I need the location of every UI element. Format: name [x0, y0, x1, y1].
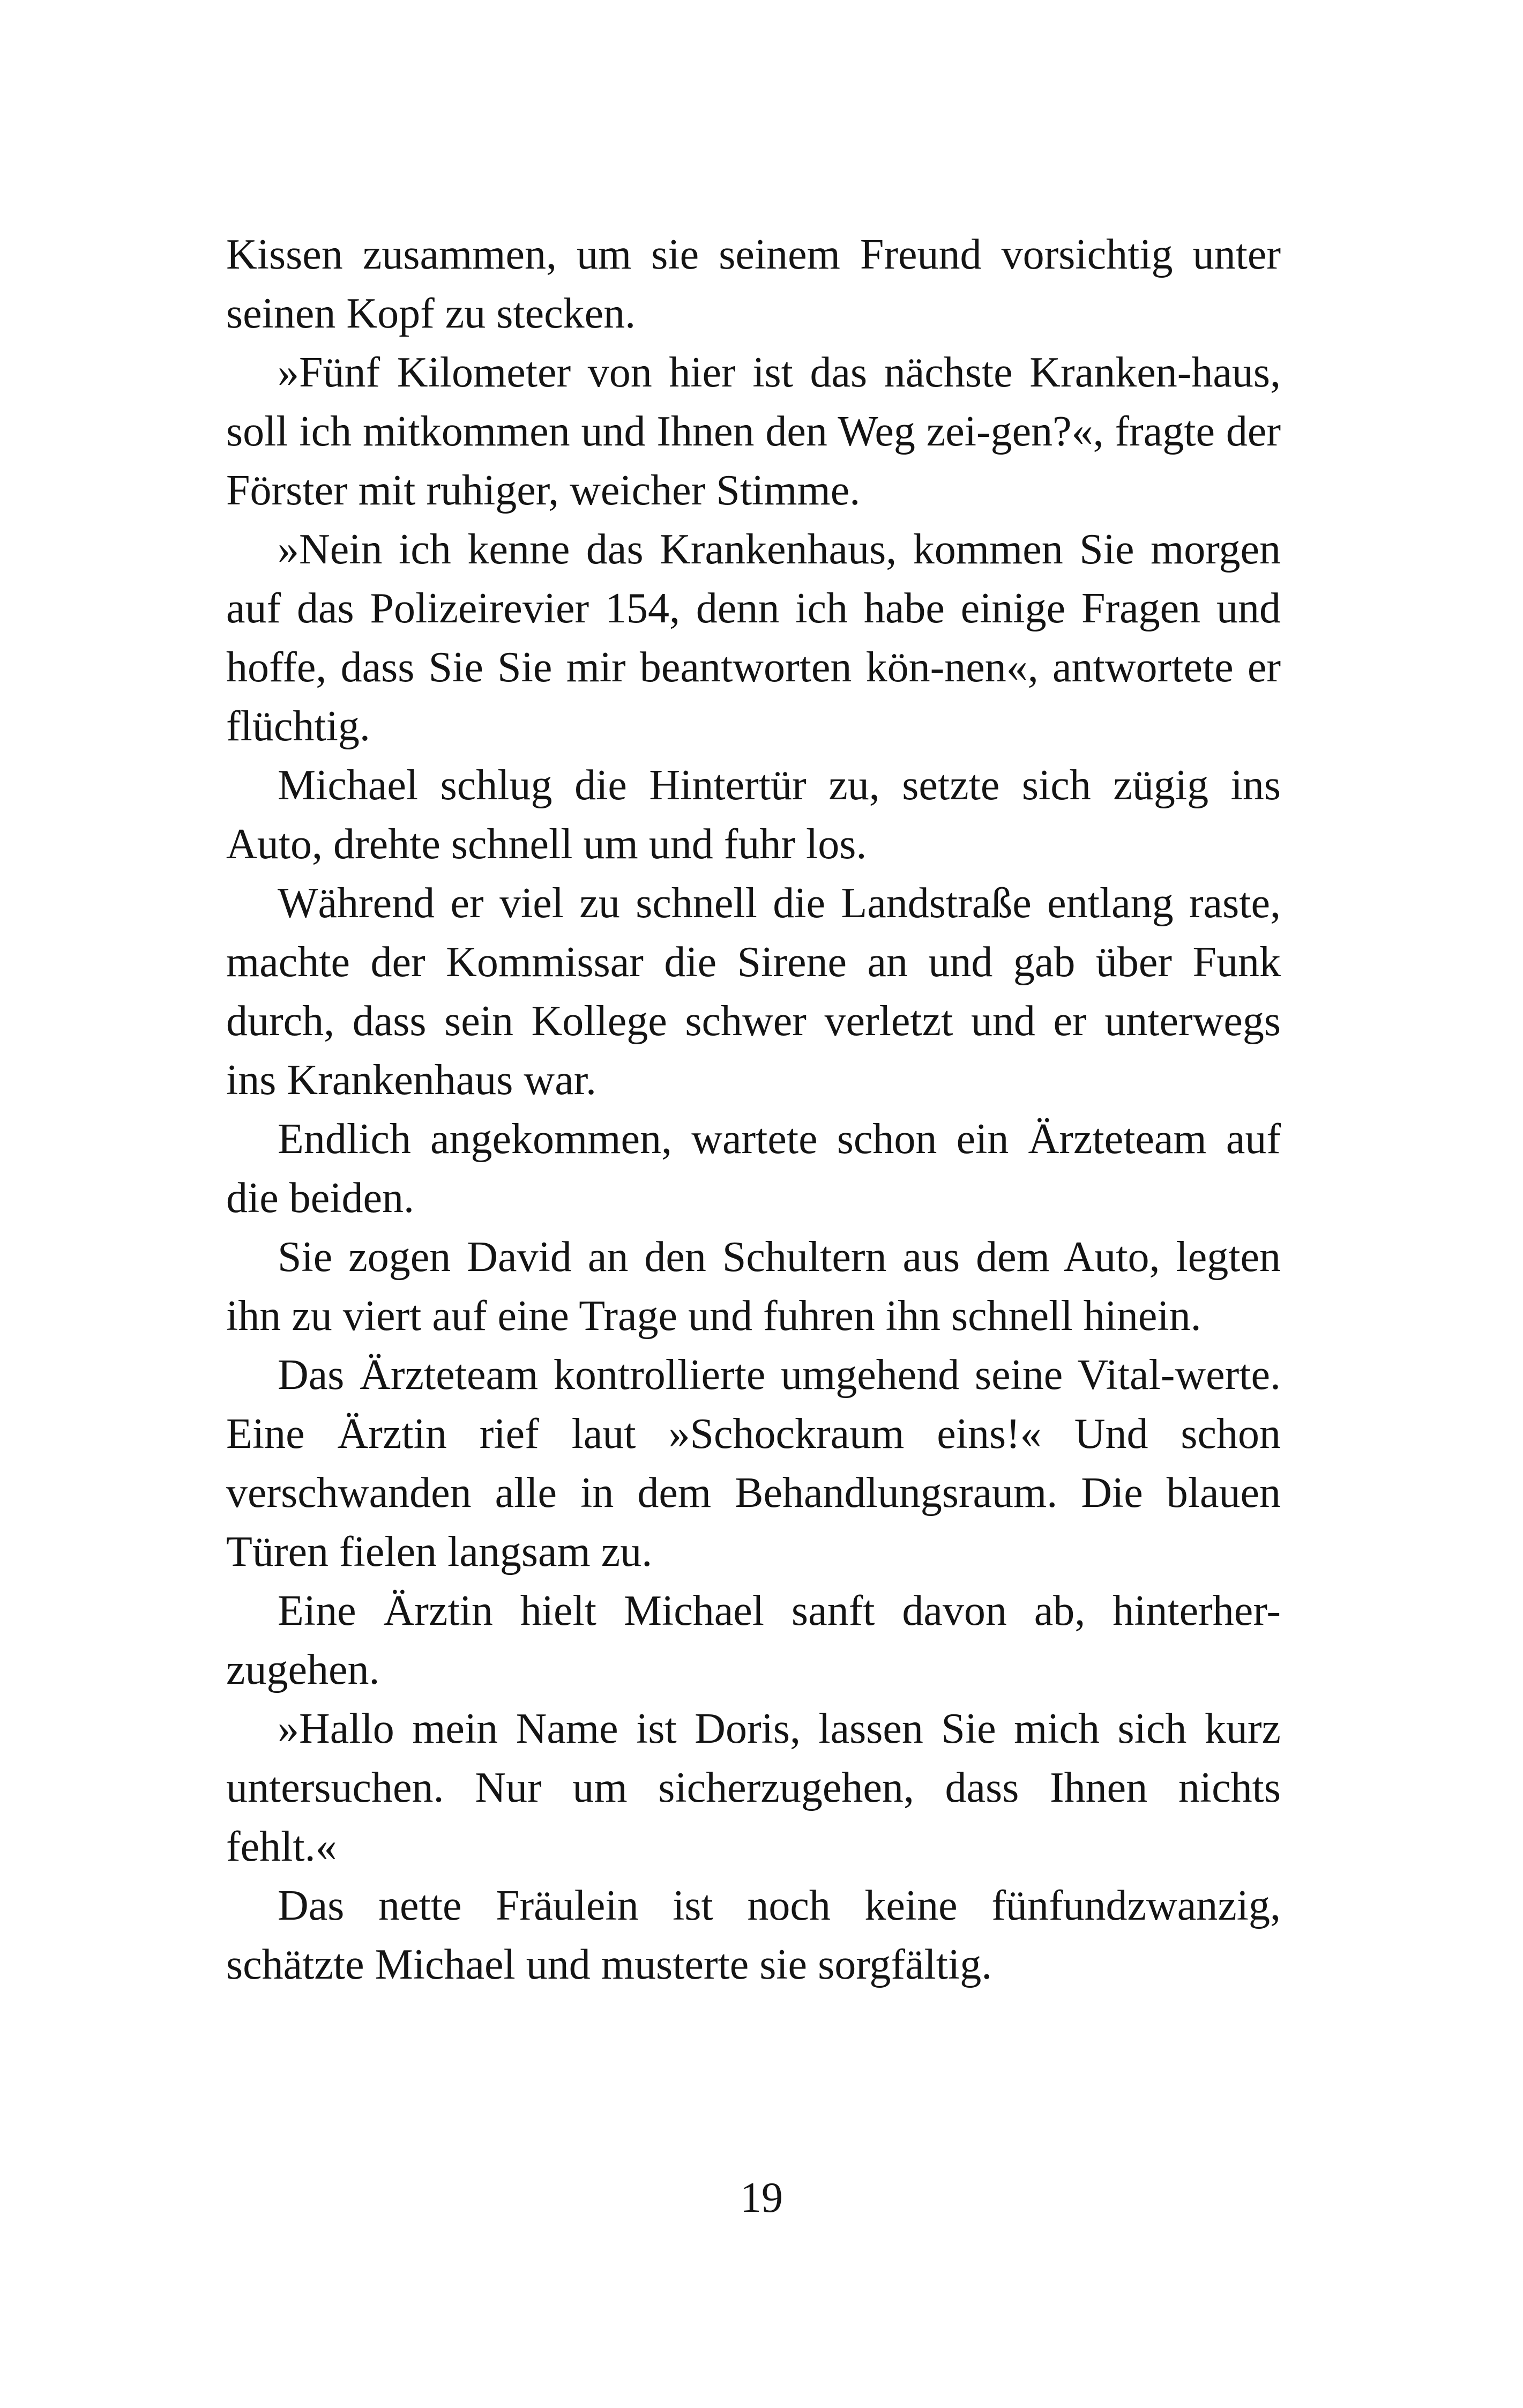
paragraph: Sie zogen David an den Schultern aus dem Auto, legten ihn zu viert auf eine Trage und fuhren ihn schnell hinein.	[226, 1233, 1281, 1340]
paragraph: »Fünf Kilometer von hier ist das nächste Kranken-haus, soll ich mitkommen und Ihnen den Weg zei-gen?«, fragte der Förster mit ruhiger, weicher Stimme.	[226, 349, 1281, 514]
paragraph: Eine Ärztin hielt Michael sanft davon ab, hinterher-zugehen.	[226, 1587, 1281, 1693]
paragraph: Während er viel zu schnell die Landstraße entlang raste, machte der Kommissar die Sirene an und gab über Funk durch, dass sein Kollege schwer verletzt und er unterwegs ins Krankenhaus war.	[226, 880, 1281, 1104]
paragraph-continuation: Kissen zusammen, um sie seinem Freund vorsichtig unter seinen Kopf zu stecken.	[226, 231, 1281, 337]
paragraph: Michael schlug die Hintertür zu, setzte sich zügig ins Auto, drehte schnell um und fuhr los.	[226, 762, 1281, 868]
paragraph: Endlich angekommen, wartete schon ein Ärzteteam auf die beiden.	[226, 1116, 1281, 1222]
paragraph: »Nein ich kenne das Krankenhaus, kommen Sie morgen auf das Polizeirevier 154, denn ich habe einige Fragen und hoffe, dass Sie Sie mir beantworten kön-nen«, antwortete er flüchtig.	[226, 526, 1281, 750]
page-number: 19	[740, 2174, 783, 2221]
paragraph: Das nette Fräulein ist noch keine fünfundzwanzig, schätzte Michael und musterte sie sorgfältig.	[226, 1882, 1281, 1988]
paragraph: Das Ärzteteam kontrollierte umgehend seine Vital-werte. Eine Ärztin rief laut »Schockraum eins!« Und schon verschwanden alle in dem Behandlungsraum. Die blauen Türen fielen langsam zu.	[226, 1351, 1281, 1575]
paragraph: »Hallo mein Name ist Doris, lassen Sie mich sich kurz untersuchen. Nur um sicherzugehen, dass Ihnen nichts fehlt.«	[226, 1705, 1281, 1870]
body-text	[226, 225, 1281, 1994]
